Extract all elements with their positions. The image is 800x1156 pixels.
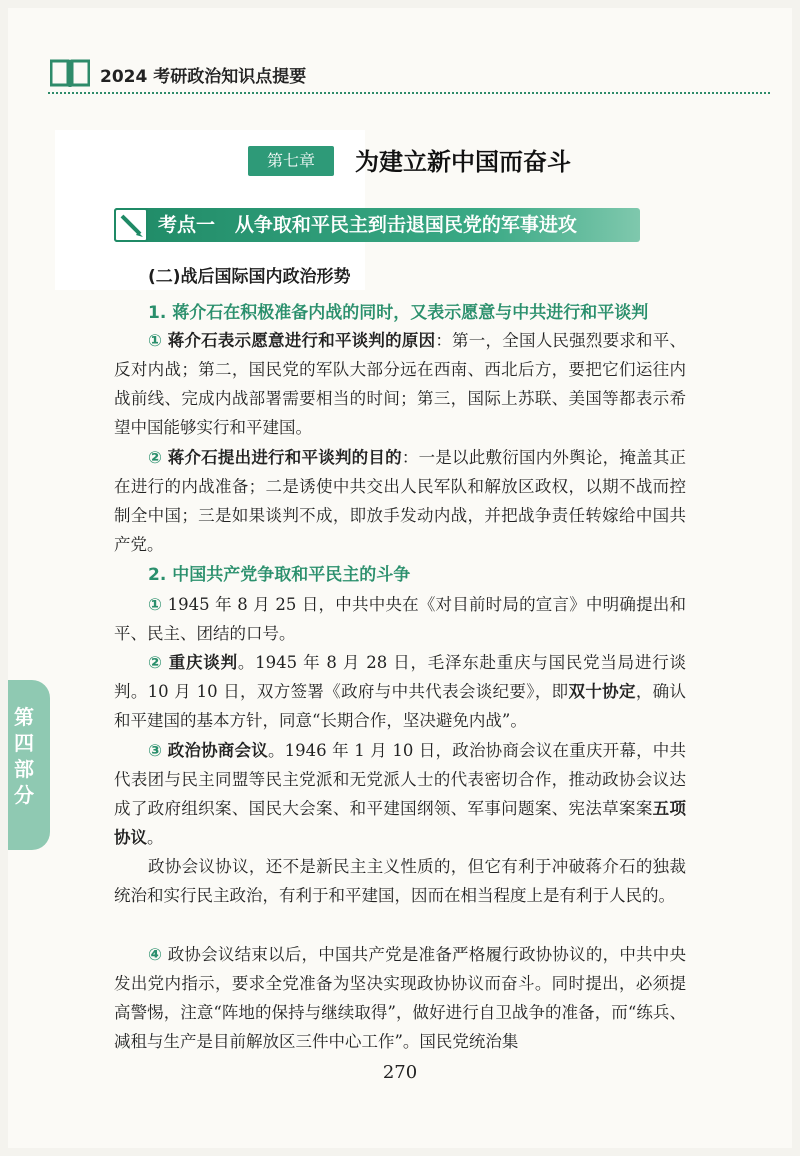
topic-heading (158, 208, 577, 242)
book-icon (50, 58, 90, 88)
pencil-icon (114, 208, 148, 242)
item2-paragraph-3: ③ 政治协商会议。1946 年 1 月 10 日，政治协商会议在重庆开幕，中共代表团与民主同盟等民主党派和无党派人士的代表密切合作，推动政协会议达成了政府组织案、国民大会案、和平建国纲领、军事问题案、宪法草案案五项协议。 (114, 741, 687, 847)
header-divider (48, 92, 770, 94)
item2-paragraph-1: ① 1945 年 8 月 25 日，中共中央在《对目前时局的宣言》中明确提出和平、民主、团结的口号。 (114, 595, 686, 643)
page-number: 270 (382, 1062, 418, 1083)
item2-paragraph-2: ② 重庆谈判。1945 年 8 月 28 日，毛泽东赴重庆与国民党当局进行谈判。10 月 10 日，双方签署《政府与中共代表会谈纪要》，即双十协定，确认和平建国的基本方针，同意“长期合作，坚决避免内战”。 (114, 653, 687, 730)
item2-paragraph-5: ④ 政协会议结束以后，中国共产党是准备严格履行政协协议的，中共中央发出党内指示，要求全党准备为坚决实现政协协议而奋斗。同时提出，必须提高警惕，注意“阵地的保持与继续取得”，做好进行自卫战争的准备，而“练兵、减租与生产是目前解放区三件中心工作”。国民党统治集 (114, 945, 686, 1051)
topic-title: 从争取和平民主到击退国民党的军事进攻 (234, 214, 577, 236)
header-title: 2024 考研政治知识点提要 (100, 67, 307, 87)
chapter-title: 为建立新中国而奋斗 (355, 147, 571, 176)
item1-paragraph-1: ① 蒋介石表示愿意进行和平谈判的原因：第一，全国人民强烈要求和平、反对内战；第二，国民党的军队大部分远在西南、西北后方，要把它们运往内战前线、完成内战部署需要相当的时间；第三，国际上苏联、美国等都表示希望中国能够实行和平建国。 (114, 331, 687, 437)
item1-paragraph-2: ② 蒋介石提出进行和平谈判的目的：一是以此敷衍国内外舆论，掩盖其正在进行的内战准备；二是诱使中共交出人民军队和解放区政权，以期不战而控制全中国；三是如果谈判不成，即放手发动内战，并把战争责任转嫁给中国共产党。 (114, 448, 687, 554)
item2-paragraph-4: 政协会议协议，还不是新民主主义性质的，但它有利于冲破蒋介石的独裁统治和实行民主政治，有利于和平建国，因而在相当程度上是有利于人民的。 (114, 857, 686, 905)
section-subheading: (二)战后国际国内政治形势 (148, 267, 351, 287)
item1-heading: 1. 蒋介石在积极准备内战的同时，又表示愿意与中共进行和平谈判 (148, 303, 649, 323)
part-side-tab-label: 第四部分 (14, 705, 34, 807)
topic-label: 考点一 (158, 214, 216, 236)
item2-heading: 2. 中国共产党争取和平民主的斗争 (148, 565, 411, 585)
chapter-badge: 第七章 (248, 146, 334, 176)
